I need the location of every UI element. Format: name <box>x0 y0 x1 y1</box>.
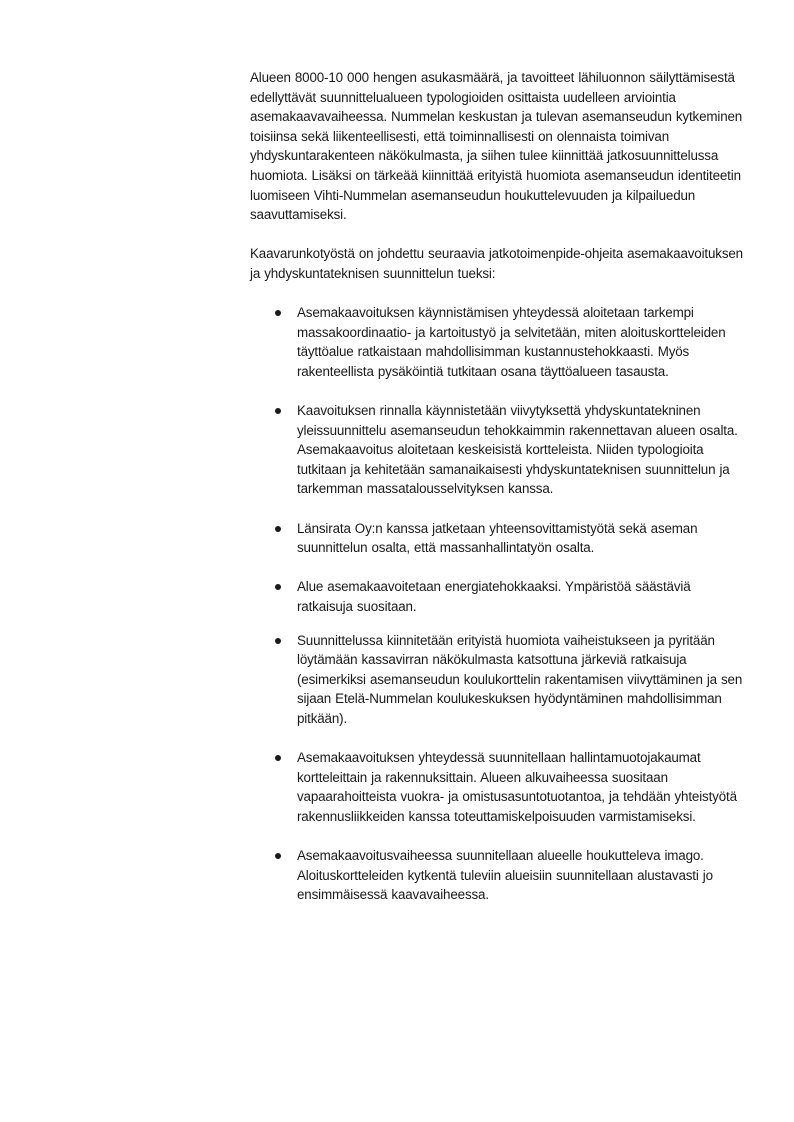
list-item-text: Länsirata Oy:n kanssa jatketaan yhteensovittamistyötä sekä aseman suunnittelun osalta, että massanhallintatyön osalta. <box>297 520 698 556</box>
list-item-text: Kaavoituksen rinnalla käynnistetään viivytyksettä yhdyskuntatekninen yleissuunnittelu asemanseudun tehokkaimmin rakennettavan alueen osalta. Asemakaavoitus aloitetaan keskeisistä kortteleista. Niiden typologioita tutkitaan ja kehitetään samanaikaisesti yhdyskuntateknisen suunnittelun ja tarkemman massatalousselvityksen kanssa. <box>297 403 738 497</box>
list-item <box>250 519 744 558</box>
list-item <box>250 303 744 381</box>
list-item <box>250 401 744 499</box>
list-item <box>250 846 744 905</box>
list-item <box>250 631 744 729</box>
bullet-icon <box>275 853 281 859</box>
list-item-text: Asemakaavoituksen käynnistämisen yhteydessä aloitetaan tarkempi massakoordinaatio- ja kartoitustyö ja selvitetään, miten aloituskortteleiden täyttöalue ratkaistaan mahdollisimman kustannustehokkaasti. Myös rakenteellista pysäköintiä tutkitaan osana täyttöalueen tasausta. <box>297 305 726 379</box>
bullet-icon <box>275 755 281 761</box>
bullet-icon <box>275 526 281 532</box>
bullet-icon <box>275 408 281 414</box>
bullet-icon <box>275 638 281 644</box>
list-item-text: Alue asemakaavoitetaan energiatehokkaaksi. Ympäristöä säästäviä ratkaisuja suositaan. <box>297 579 691 615</box>
list-item-text: Asemakaavoituksen yhteydessä suunnitellaan hallintamuotojakaumat kortteleittain ja rakennuksittain. Alueen alkuvaiheessa suositaan vapaarahoitteista vuokra- ja omistusasuntotuotantoa, ja tehdään yhteistyötä rakennusliikkeiden kanssa toteuttamiskelpoisuuden varmistamiseksi. <box>297 750 737 824</box>
document-body <box>250 68 744 905</box>
bullet-icon <box>275 584 281 590</box>
lead-paragraph: Kaavarunkotyöstä on johdettu seuraavia jatkotoimenpide-ohjeita asemakaavoituksen ja yhdyskuntateknisen suunnittelun tueksi: <box>250 246 743 281</box>
list-item <box>250 577 744 616</box>
list-item-text: Asemakaavoitusvaiheessa suunnitellaan alueelle houkutteleva imago. Aloituskortteleiden kytkentä tuleviin alueisiin suunnitellaan alustavasti jo ensimmäisessä kaavavaiheessa. <box>297 848 713 903</box>
list-item-text: Suunnittelussa kiinnitetään erityistä huomiota vaiheistukseen ja pyritään löytämään kassavirran näkökulmasta katsottuna järkeviä ratkaisuja (esimerkiksi asemanseudun koulukorttelin rakentamisen viivyttäminen ja sen sijaan Etelä-Nummelan koulukeskuksen hyödyntäminen mahdollisimman pitkään). <box>297 632 743 726</box>
action-list <box>250 303 744 905</box>
intro-paragraph: Alueen 8000-10 000 hengen asukasmäärä, ja tavoitteet lähiluonnon säilyttämisestä edellyttävät suunnittelualueen typologioiden osittaista uudelleen arviointia asemakaavavaiheessa. Nummelan keskustan ja tulevan asemanseudun kytkeminen toisiinsa sekä liikenteellisesti, että toiminnallisesti on olennaista toimivan yhdyskuntarakenteen näkökulmasta, ja siihen tulee kiinnittää jatkosuunnittelussa huomiota. Lisäksi on tärkeää kiinnittää erityistä huomiota asemanseudun identiteetin luomiseen Vihti-Nummelan asemanseudun houkuttelevuuden ja kilpailuedun saavuttamiseksi. <box>250 70 743 223</box>
list-item <box>250 748 744 826</box>
bullet-icon <box>275 310 281 316</box>
